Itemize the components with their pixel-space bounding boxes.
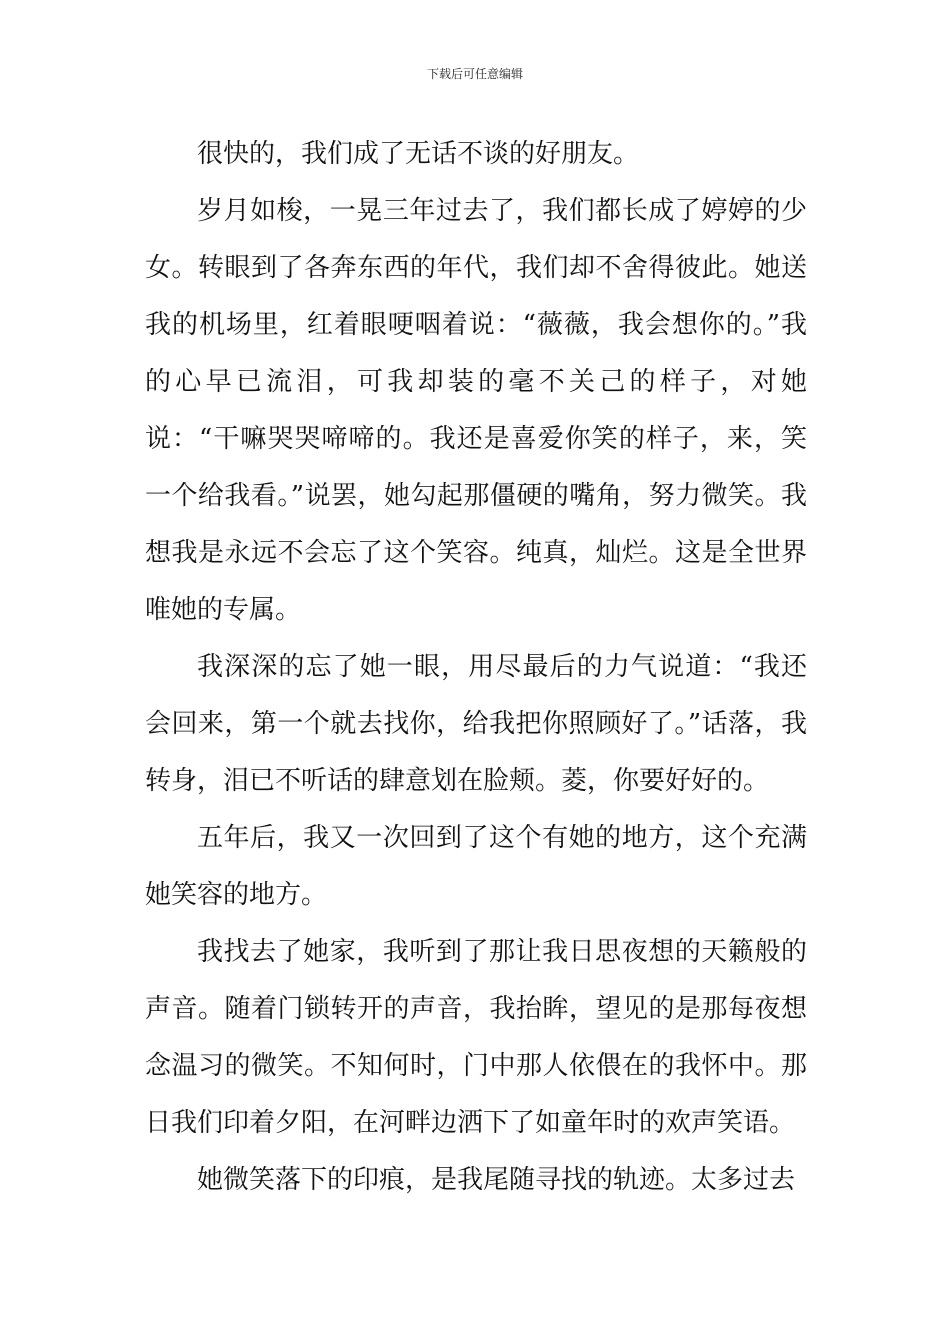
paragraph: 五年后，我又一次回到了这个有她的地方，这个充满她笑容的地方。: [145, 823, 807, 910]
header-note: 下载后可任意编辑: [426, 67, 523, 81]
paragraph: 岁月如梭，一晃三年过去了，我们都长成了婷婷的少女。转眼到了各奔东西的年代，我们却不舍得彼此。她送我的机场里，红着眼哽咽着说：“薇薇，我会想你的。”我的心早已流泪，可我却装的毫不关己的样子，对她说：“干嘛哭哭啼啼的。我还是喜爱你笑的样子，来，笑一个给我看。”说罢，她勾起那僵硬的嘴角，努力微笑。我想我是永远不会忘了这个笑容。纯真，灿烂。这是全世界唯她的专属。: [145, 196, 807, 625]
document-body: [145, 126, 807, 1209]
paragraph: 很快的，我们成了无话不谈的好朋友。: [197, 139, 640, 169]
paragraph: 我找去了她家，我听到了那让我日思夜想的天籁般的声音。随着门锁转开的声音，我抬眸，望见的是那每夜想念温习的微笑。不知何时，门中那人依偎在的我怀中。那日我们印着夕阳，在河畔边洒下了如童年时的欢声笑语。: [145, 937, 807, 1138]
paragraph: 我深深的忘了她一眼，用尽最后的力气说道：“我还会回来，第一个就去找你，给我把你照顾好了。”话落，我转身，泪已不听话的肆意划在脸颊。菱，你要好好的。: [145, 652, 807, 796]
paragraph: 她微笑落下的印痕，是我尾随寻找的轨迹。太多过去: [197, 1165, 796, 1195]
